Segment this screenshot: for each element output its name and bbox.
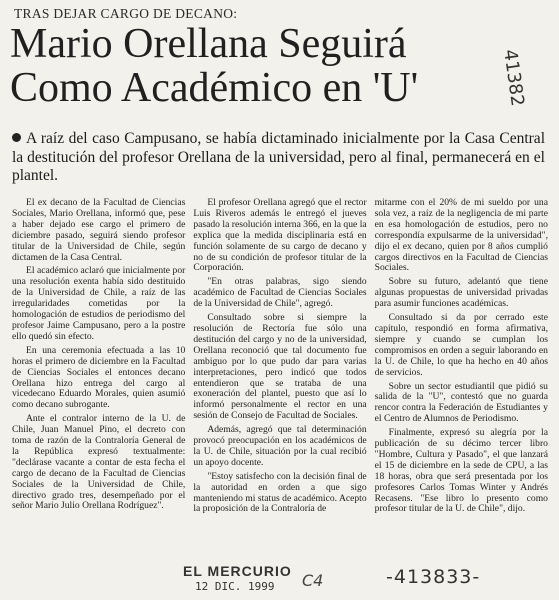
bullet-icon [12, 133, 21, 142]
paragraph: En una ceremonia efectuada a las 10 horas el primero de diciembre en la Facultad de Ciencias Sociales el entonces decano Orellana hizo entrega del cargo al vicedecano Eduardo Morales, quien asumió como decano subrogante. [12, 344, 186, 411]
article-headline [10, 22, 520, 110]
paragraph: El ex decano de la Facultad de Ciencias Sociales, Mario Orellana, informó que, pese a haber dejado ese cargo el primero de diciembre pasado, seguirá siendo profesor titular de la Universidad de Chile, según dictamen de la Casa Central. [12, 197, 186, 263]
paragraph: Consultado sobre si siempre la resolución de Rectoría fue sólo una destitución del cargo y no de la universidad, Orellana reconoció que tal documento fue ambiguo por lo que pudo dar para varias interpretaciones, pero indicó que todos entendieron que se trataba de una exoneración del plantel, puesto que así lo informó personalmente el rector en una sesión de Consejo de Facultad de Sociales. [193, 312, 367, 422]
paragraph: Consultado si da por cerrado este capítulo, respondió en forma afirmativa, siempre y cuando se cumplan los compromisos en orden a seguir laborando en la U. de Chile, lo que ha hecho en 40 años de servicios. [374, 312, 548, 378]
paragraph: Además, agregó que tal determinación provocó preocupación en los académicos de la U. de Chile, situación por la cual recibió un apoyo docente. [193, 424, 367, 468]
article-lead [12, 130, 545, 186]
paragraph: Finalmente, expresó su alegría por la publicación de su décimo tercer libro "Hombre, Cultura y Pasado", el que lanzará el 15 de diciembre en la sede de CPU, a las 18 horas, obra que será presentada por los profesores Carlos Tomas Winter y Andrés Recasens. "Ese libro lo presento como profesor titular de la U. de Chile", dijo. [374, 427, 548, 515]
paragraph: "En otras palabras, sigo siendo académico de Facultad de Ciencias Sociales de la Universidad de Chile", agregó. [193, 276, 367, 310]
paragraph: mitarme con el 20% de mi sueldo por una sola vez, a raíz de la negligencia de mi parte en esa homologación de estudios, pero no correspondía expulsarme de la universidad", dijo el ex decano, quien por 8 años cumplió cargos directivos en la Facultad de Ciencias Sociales. [374, 197, 548, 274]
date-stamp: 12 DIC. 1999 [195, 580, 275, 593]
headline-line-1: Mario Orellana Seguirá [10, 21, 407, 67]
lead-text: A raíz del caso Campusano, se había dictaminado inicialmente por la Casa Central la destitución del profesor Orellana de la universidad, pero al final, permanecerá en el plantel. [12, 130, 545, 184]
page-handwritten: C4 [302, 571, 324, 590]
margin-handwritten-number: 41382 [499, 48, 528, 108]
newspaper-name-stamp: EL MERCURIO [183, 563, 292, 579]
body-column-2 [193, 198, 366, 515]
headline-line-2: Como Académico en 'U' [10, 65, 419, 111]
paragraph: El académico aclaró que inicialmente por una resolución exenta había sido destituido de la Universidad de Chile, a raíz de las irregularidades cometidas por la homologación de estudios de periodismo del profesor Jaime Campusano, pero a la postre ello quedó sin efecto. [12, 265, 186, 342]
paragraph: Sobre un sector estudiantil que pidió su salida de la "U", contestó que no guarda rencor contra la Federación de Estudiantes y el Centro de Alumnos de Periodismo. [374, 380, 548, 425]
paragraph: Ante el contralor interno de la U. de Chile, Juan Manuel Pino, el decreto con toma de razón de la Contraloría General de la República expresó textualmente: "declárase vacante a contar de esta fecha el cargo de decano de la Facultad de Ciencias Sociales de la Universidad de Chile, directivo grado tres, desempeñado por el señor Mario Julio Orellana Rodríguez". [12, 413, 186, 512]
paragraph: El profesor Orellana agregó que el rector Luis Riveros además le entregó el jueves pasado la resolución interna 366, en la que la explica que la medida disciplinaria está en función solamente de su cargo de decano y no de su condición de profesor titular de la Corporación. [193, 197, 367, 274]
paragraph: Sobre su futuro, adelantó que tiene algunas propuestas de universidad privadas para asumir funciones académicas. [374, 276, 548, 310]
archive-number: -413833- [386, 566, 481, 588]
article-kicker: TRAS DEJAR CARGO DE DECANO: [14, 6, 238, 21]
body-column-1 [12, 198, 185, 515]
body-column-3 [375, 198, 548, 515]
paragraph: "Estoy satisfecho con la decisión final de la autoridad en orden a que sigo manteniendo mi status de académico. Acepto la proposición de la Contraloría de [193, 470, 367, 515]
article-body [12, 198, 548, 515]
